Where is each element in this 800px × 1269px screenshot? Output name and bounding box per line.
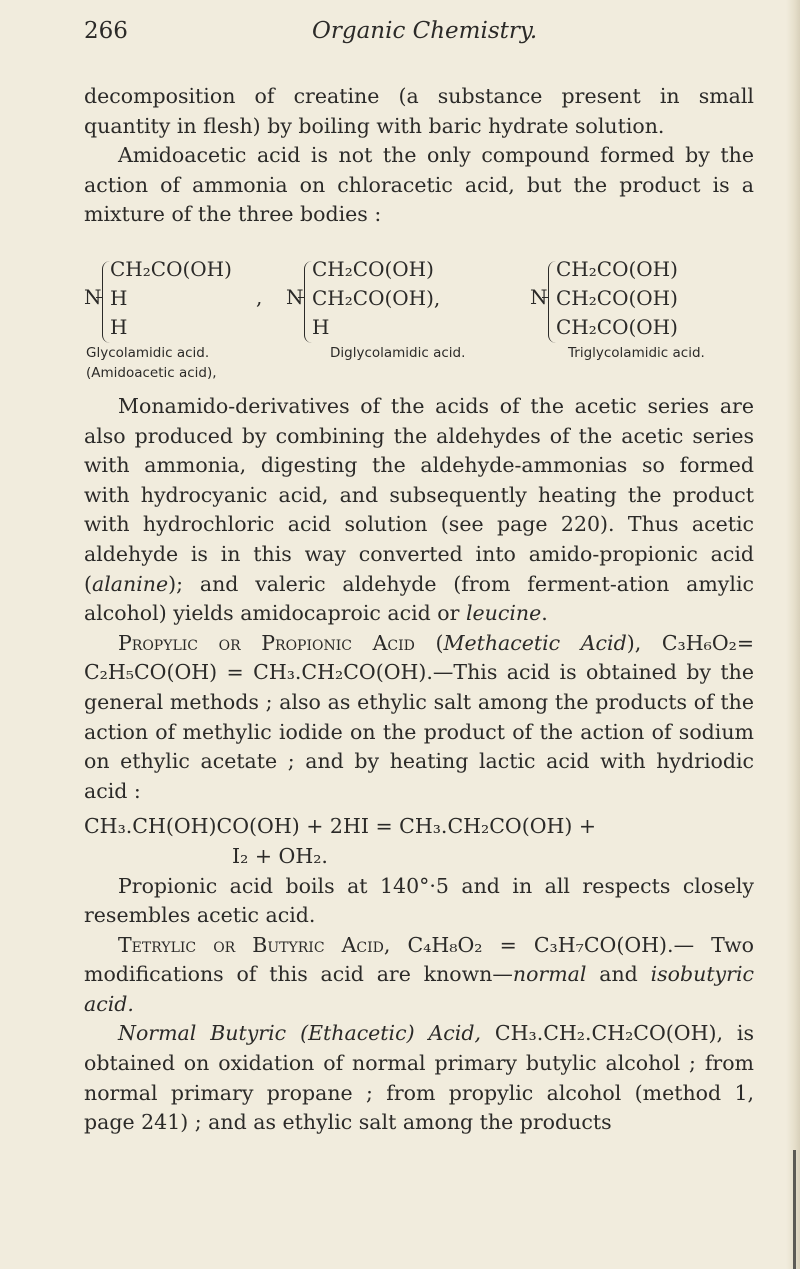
formula-propionic: C₃H₆O₂= C₂H₅CO(OH) = CH₃.CH₂CO(OH). <box>84 630 755 685</box>
term-methacetic: Methacetic Acid <box>443 630 627 655</box>
term-normal-butyric: Normal Butyric (Ethacetic) Acid, <box>118 1021 481 1046</box>
term-leucine: leucine <box>465 601 542 626</box>
intro-text <box>84 82 754 230</box>
nitrogen-symbol: N <box>530 285 548 309</box>
brace <box>548 261 556 343</box>
text-run: — Two modifications of this acid are known— <box>84 932 754 987</box>
paragraph-creatine: decomposition of creatine (a substance present in small quantity in flesh) by boiling with baric hydrate solution. <box>84 84 754 138</box>
page-number: 266 <box>84 18 128 44</box>
formula-butyric: C₄H₈O₂ = C₃H₇CO(OH). <box>407 932 674 957</box>
text-run: ); and valeric aldehyde (from ferment-ation amylic alcohol) yields amidocaproic acid or <box>84 571 754 626</box>
running-title: Organic Chemistry. <box>312 18 538 44</box>
equation-line-2: I₂ + OH₂. <box>232 843 328 868</box>
formula-row: CH₂CO(OH) <box>110 257 232 281</box>
caption-diglycolamidic: Diglycolamidic acid. <box>330 345 466 361</box>
separator: , <box>256 285 263 309</box>
formula-row: CH₂CO(OH) <box>312 257 434 281</box>
paragraph-normal-butyric <box>84 1019 754 1137</box>
nitrogen-symbol: N <box>286 285 304 309</box>
formula-row: CH₂CO(OH) <box>556 286 678 310</box>
formula-row: H <box>110 286 128 310</box>
caption-triglycolamidic: Triglycolamidic acid. <box>568 345 705 361</box>
paragraph-butyric <box>84 931 754 1020</box>
body-text <box>84 392 754 1138</box>
caption-amidoacetic: (Amidoacetic acid), <box>86 365 217 381</box>
equation-line-1: CH₃.CH(OH)CO(OH) + 2HI = CH₃.CH₂CO(OH) + <box>84 814 597 839</box>
term-normal: normal <box>512 962 587 987</box>
formula-row: CH₂CO(OH) <box>556 315 678 339</box>
formula-row: CH₂CO(OH) <box>556 257 678 281</box>
page-edge-mark <box>793 1150 796 1269</box>
brace <box>304 261 312 343</box>
section-heading-propionic: Propylic or Propionic Acid <box>118 630 415 655</box>
page-edge-shadow <box>786 0 800 1269</box>
paragraph-monamido <box>84 392 754 629</box>
paragraph-propionic-boils: Propionic acid boils at 140°·5 and in all respects closely resembles acetic acid. <box>84 873 754 928</box>
caption-glycolamidic: Glycolamidic acid. <box>86 345 210 361</box>
paragraph-amidoacetic: Amidoacetic acid is not the only compound formed by the action of ammonia on chloracetic acid, but the product is a mixture of the three bodies : <box>84 143 754 227</box>
term-isobutyric: isobutyric acid. <box>84 962 754 1016</box>
term-alanine: alanine <box>92 571 169 596</box>
amidoacetic-formulas <box>84 255 764 381</box>
nitrogen-symbol: N <box>84 285 102 309</box>
section-heading-butyric: Tetrylic or Butyric Acid, <box>118 932 391 957</box>
brace <box>102 261 110 343</box>
formula-normal-butyric: CH₃.CH₂.CH₂CO(OH), <box>494 1021 723 1046</box>
text-run: —This acid is obtained by the general methods ; also as ethylic salt among the products of the action of methylic iodide on the product of the action of sodium on ethylic acetate ; and by heating lactic acid with hydriodic acid : <box>84 660 754 803</box>
formula-row: H <box>312 315 330 339</box>
formula-row: H <box>110 315 128 339</box>
paragraph-propionic: Propylic or Propionic Acid (Methacetic Acid), C₃H₆O₂= C₂H₅CO(OH) = CH₃.CH₂CO(OH).—This acid is obtained by the general methods ; also as ethylic salt among the products of the action of methylic iodide on the product of the action of sodium on ethylic acetate ; and by heating lactic acid with hydriodic acid : <box>84 630 755 803</box>
formula-row: CH₂CO(OH), <box>312 286 441 310</box>
text-run: and <box>586 962 651 987</box>
text-run: Monamido-derivatives of the acids of the acetic series are also produced by combining the aldehydes of the acetic series with ammonia, digesting the aldehyde-ammonias so formed with hydrocyanic acid, and subsequently heating the product with hydrochloric acid solution (see page 220). Thus acetic aldehyde is in this way converted into amido-propionic acid ( <box>84 394 754 596</box>
text-run: . <box>541 601 548 626</box>
text-run: is obtained on oxidation of normal primary butylic alcohol ; from normal primary propane ; from propylic alcohol (method 1, page 241) ; and as ethylic salt among the products <box>84 1021 754 1135</box>
